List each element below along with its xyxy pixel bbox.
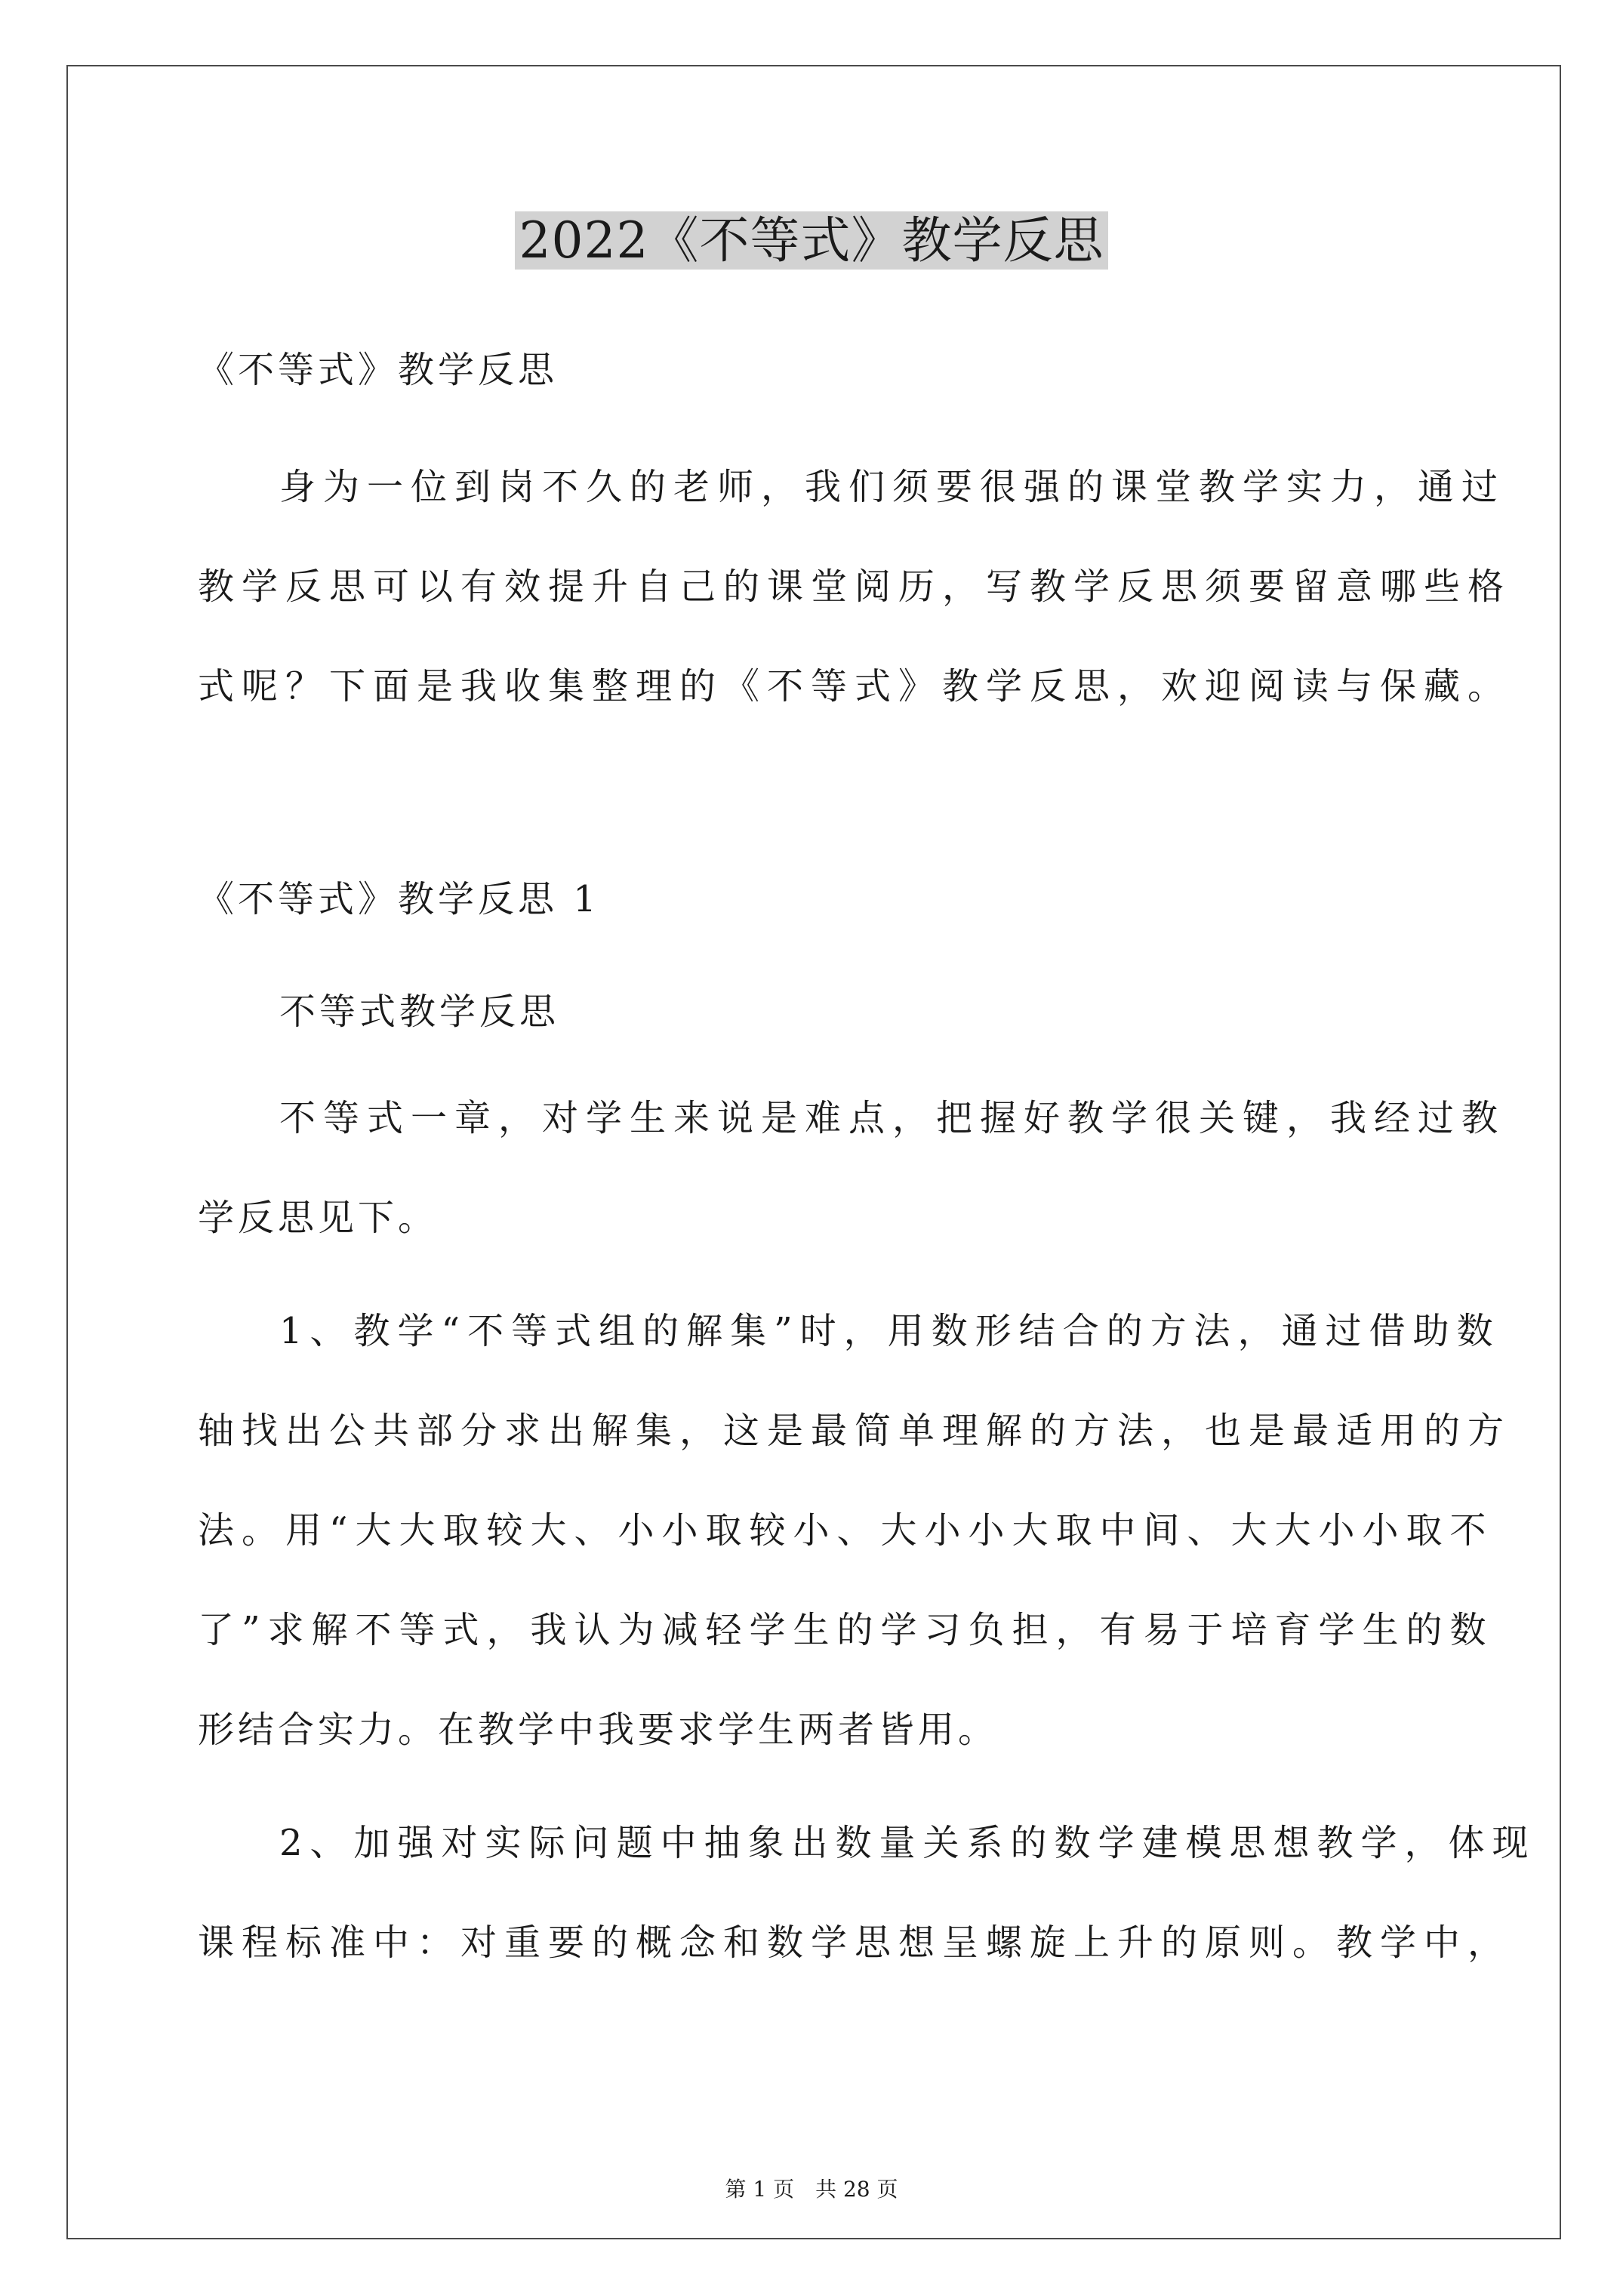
paragraph-line: 形结合实力。在教学中我要求学生两者皆用。 [198, 1709, 999, 1751]
paragraph-line: 1、教学“不等式组的解集”时，用数形结合的方法，通过借助数 [279, 1310, 1501, 1352]
paragraph-line: 法。用“大大取较大、小小取较小、大小小大取中间、大大小小取不 [198, 1509, 1494, 1552]
paragraph-line: 学反思见下。 [198, 1197, 439, 1239]
paragraph-line: 不等式一章，对学生来说是难点，把握好教学很关键，我经过教 [279, 1097, 1506, 1139]
paragraph-line: 教学反思可以有效提升自己的课堂阅历，写教学反思须要留意哪些格 [198, 566, 1512, 608]
paragraph-line: 课程标准中：对重要的概念和数学思想呈螺旋上升的原则。教学中， [198, 1922, 1512, 1964]
subheading: 不等式教学反思 [279, 991, 560, 1033]
page-footer: 第 1 页 共 28 页 [725, 2177, 898, 2202]
intro-heading: 《不等式》教学反思 [198, 349, 559, 391]
paragraph-line: 了”求解不等式，我认为减轻学生的学习负担，有易于培育学生的数 [198, 1609, 1494, 1651]
document-title: 2022《不等式》教学反思 [0, 199, 1623, 282]
section-heading: 《不等式》教学反思 1 [198, 878, 600, 920]
paragraph-line: 2、加强对实际问题中抽象出数量关系的数学建模思想教学，体现 [279, 1822, 1536, 1864]
paragraph-line: 身为一位到岗不久的老师，我们须要很强的课堂教学实力，通过 [279, 466, 1506, 508]
paragraph-line: 式呢？下面是我收集整理的《不等式》教学反思，欢迎阅读与保藏。 [198, 665, 1512, 707]
paragraph-line: 轴找出公共部分求出解集，这是最简单理解的方法，也是最适用的方 [198, 1410, 1512, 1452]
